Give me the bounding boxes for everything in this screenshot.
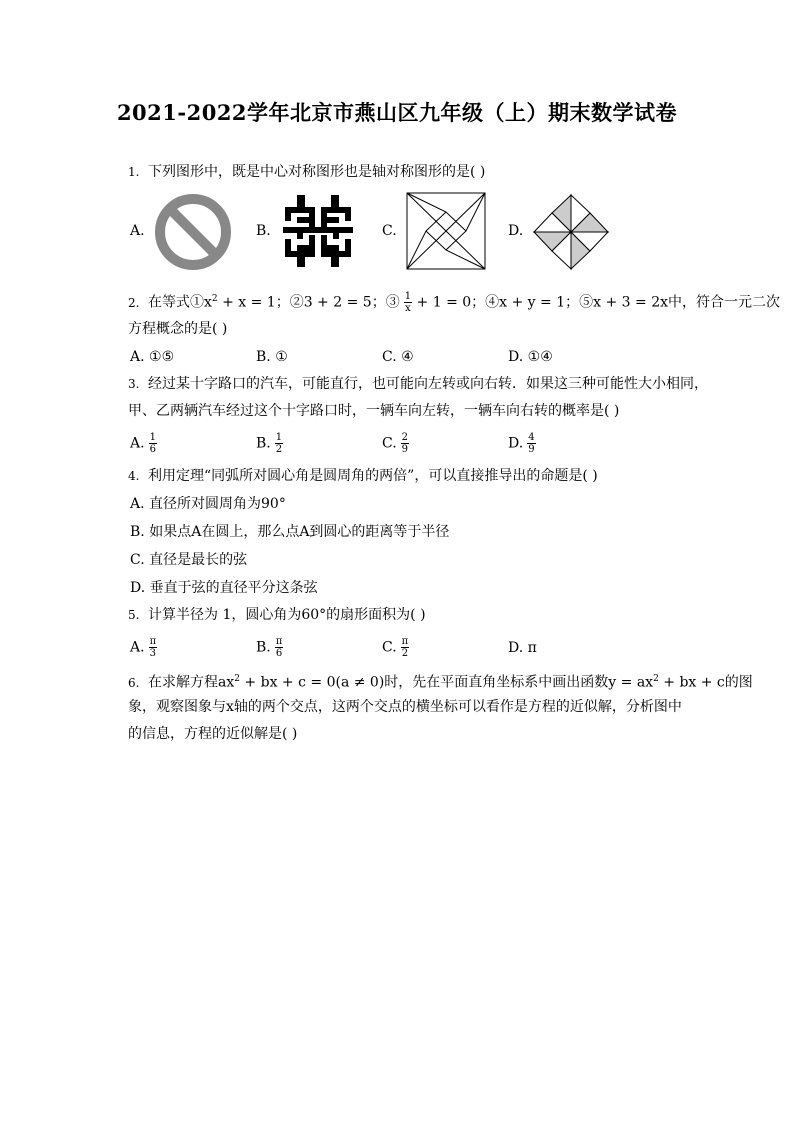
- q4-option-b: [130, 522, 449, 542]
- question-number: 2.: [128, 295, 140, 310]
- question-text: + x = 1；②3 + 2 = 5；③: [217, 294, 400, 311]
- exponent: 2: [653, 674, 659, 684]
- option-value: 直径是最长的弦: [149, 552, 248, 568]
- question-5: [128, 605, 426, 625]
- option-label: B.: [130, 524, 145, 540]
- question-4: [128, 466, 598, 486]
- fraction-numerator: 1: [275, 432, 283, 443]
- option-label: A.: [130, 639, 145, 656]
- option-label: D.: [508, 349, 524, 365]
- fraction-numerator: 4: [528, 432, 535, 443]
- option-label: C.: [382, 639, 397, 656]
- q3-option-c: [382, 432, 409, 455]
- fraction: [401, 636, 410, 659]
- q2-option-d: [508, 347, 553, 367]
- question-6: [128, 669, 753, 693]
- fraction: [149, 636, 158, 659]
- option-label: D.: [508, 640, 524, 656]
- q5-option-c: [382, 636, 409, 659]
- fraction-numerator: π: [149, 636, 157, 647]
- option-label: B.: [256, 349, 271, 365]
- option-value: 垂直于弦的直径平分这条弦: [149, 580, 318, 596]
- question-6-line-3: 的信息，方程的近似解是( ): [128, 726, 298, 742]
- question-text: 经过某十字路口的汽车，可能直行，也可能向左转或向右转．如果这三种可能性大小相同，: [148, 376, 708, 392]
- option-value: π: [527, 640, 537, 656]
- option-label: C.: [382, 349, 397, 365]
- fraction: [527, 432, 535, 455]
- question-text: + 1 = 0；④x + y = 1；⑤x + 3 = 2x中，符合一元二次: [412, 294, 780, 311]
- option-value: ①⑤: [149, 349, 175, 365]
- exponent: 2: [234, 674, 240, 684]
- fraction: [404, 291, 412, 314]
- q1-option-d-label: D.: [508, 223, 524, 239]
- question-2: [128, 289, 780, 314]
- fraction-numerator: 1: [149, 432, 156, 443]
- question-1: [128, 162, 485, 182]
- fraction-denominator: 2: [401, 648, 409, 659]
- option-value: 如果点A在圆上，那么点A到圆心的距离等于半径: [149, 524, 450, 540]
- option-label: A.: [130, 496, 145, 512]
- no-entry-sign-icon: [154, 193, 232, 275]
- square-pinwheel-icon: [406, 192, 486, 274]
- option-value: ①④: [527, 349, 553, 365]
- option-label: D.: [130, 580, 146, 596]
- option-label: D.: [508, 435, 524, 452]
- fraction-denominator: 2: [275, 444, 283, 455]
- option-value: ④: [401, 349, 414, 365]
- q5-option-d: [508, 638, 537, 658]
- fraction-denominator: 3: [149, 648, 157, 659]
- fraction-denominator: 6: [149, 444, 156, 455]
- question-3: [128, 374, 708, 394]
- option-value: 直径所对圆周角为90°: [149, 496, 286, 512]
- fraction: [275, 636, 284, 659]
- fraction-denominator: 6: [275, 648, 283, 659]
- question-number: 4.: [128, 469, 140, 483]
- q1-option-a-label: A.: [130, 223, 145, 239]
- q4-option-a: [130, 494, 286, 514]
- windmill-icon: [532, 193, 610, 275]
- fraction-numerator: π: [275, 636, 283, 647]
- fraction: [149, 432, 157, 455]
- option-value: ①: [275, 349, 288, 365]
- q4-option-c: [130, 550, 247, 570]
- option-label: B.: [256, 435, 271, 452]
- q2-option-a: [130, 347, 174, 367]
- option-label: A.: [130, 435, 145, 452]
- question-text: 在求解方程ax: [148, 674, 235, 691]
- question-text: 在等式①x: [148, 294, 212, 311]
- q4-option-d: [130, 578, 318, 598]
- fraction-denominator: 9: [528, 444, 535, 455]
- q5-option-a: [130, 636, 157, 659]
- fraction: [275, 432, 283, 455]
- q1-option-c-label: C.: [382, 223, 397, 239]
- q5-option-b: [256, 636, 283, 659]
- option-label: A.: [130, 349, 145, 365]
- q1-option-b-label: B.: [256, 223, 271, 239]
- question-text: 利用定理“同弧所对圆心角是圆周角的两倍”，可以直接推导出的命题是( ): [148, 468, 598, 484]
- question-text: + bx + c的图: [658, 674, 753, 691]
- fraction-denominator: x: [405, 303, 411, 315]
- exponent: 2: [211, 294, 218, 304]
- fraction-numerator: 1: [404, 291, 412, 303]
- q3-option-a: [130, 432, 157, 455]
- option-label: C.: [130, 552, 145, 568]
- fraction-numerator: 2: [401, 432, 409, 443]
- question-text: + bx + c = 0(a ≠ 0)时，先在平面直角坐标系中画出函数y = ax: [239, 674, 654, 691]
- q3-option-b: [256, 432, 283, 455]
- question-2-line-2: 方程概念的是( ): [128, 321, 228, 337]
- question-number: 3.: [128, 377, 140, 391]
- page-title: 2021-2022学年北京市燕山区九年级（上）期末数学试卷: [116, 100, 678, 125]
- question-text: 计算半径为 1，圆心角为60°的扇形面积为( ): [148, 607, 426, 623]
- question-number: 5.: [128, 608, 140, 622]
- fraction-numerator: π: [401, 636, 409, 647]
- option-label: C.: [382, 435, 397, 452]
- q2-option-b: [256, 347, 288, 367]
- option-label: B.: [256, 639, 271, 656]
- fret-pattern-icon: [281, 193, 355, 273]
- fraction-denominator: 9: [401, 444, 409, 455]
- question-text: 下列图形中，既是中心对称图形也是轴对称图形的是( ): [148, 164, 486, 180]
- question-3-line-2: 甲、乙两辆汽车经过这个十字路口时，一辆车向左转，一辆车向右转的概率是( ): [128, 403, 620, 419]
- q3-option-d: [508, 432, 536, 455]
- fraction: [401, 432, 409, 455]
- question-number: 6.: [128, 675, 140, 690]
- question-6-line-2: 象，观察图象与x轴的两个交点，这两个交点的横坐标可以看作是方程的近似解，分析图中: [128, 699, 682, 715]
- q2-option-c: [382, 347, 414, 367]
- question-number: 1.: [128, 165, 140, 179]
